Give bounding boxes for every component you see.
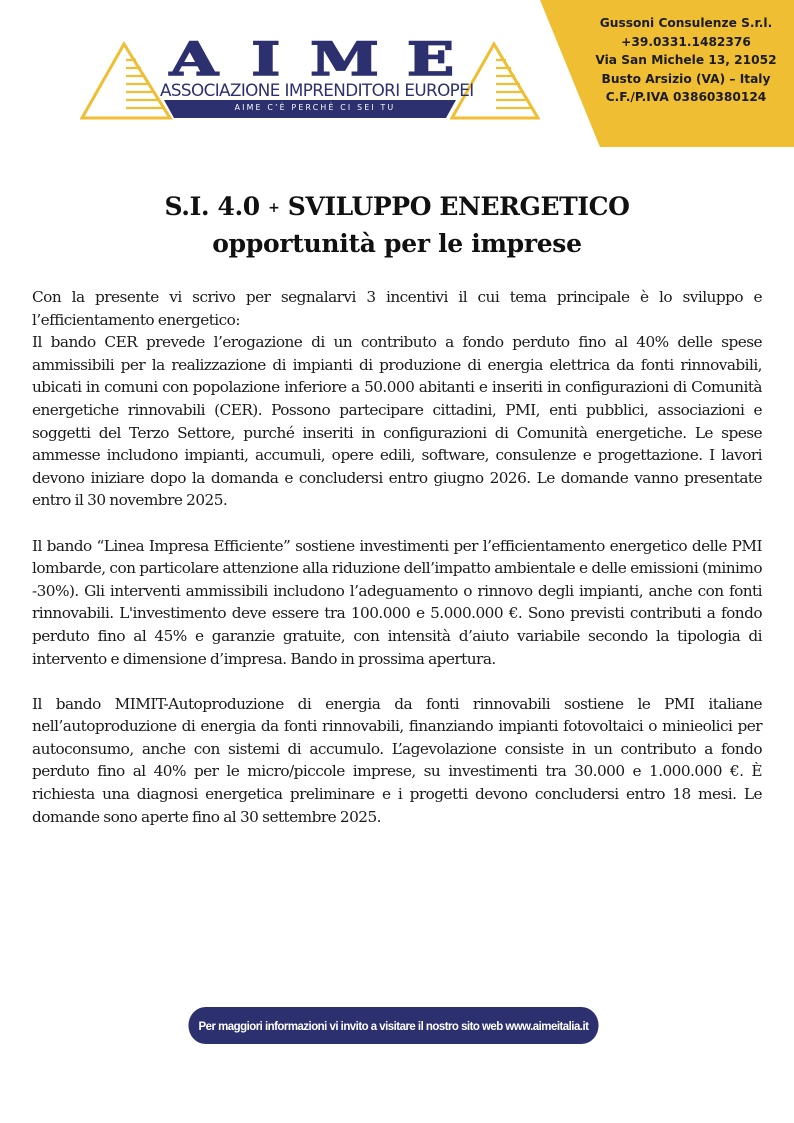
title-line-1 [0, 190, 794, 225]
cer-paragraph: Il bando CER prevede l’erogazione di un contributo a fondo perduto fino al 40% delle spese ammissibili per la realizzazione di impianti di produzione di energia elettrica da fonti rinnovabili, ubicati in comuni con popolazione inferiore a 50.000 abitanti e inseriti in configurazioni di Comunità energetiche rinnovabili (CER). Possono partecipare cittadini, PMI, enti pubblici, associazioni e soggetti del Terzo Settore, purché inseriti in configurazioni di Comunità energetiche. Le spese ammesse includono impianti, accumuli, opere edili, software, consulenze e progettazione. I lavori devono iniziare dopo la domanda e concludersi entro giugno 2026. Le domande vanno presentate entro il 30 novembre 2025. [32, 333, 762, 510]
title-sviluppo: SVILUPPO ENERGETICO [287, 192, 630, 221]
logo-tagline: AIME C’È PERCHÈ CI SEI TU [234, 103, 396, 112]
page-title [0, 190, 794, 262]
logo-letter: I [250, 32, 280, 86]
logo-letter: M [310, 32, 379, 86]
website-cta-banner[interactable]: Per maggiori informazioni vi invito a visitare il nostro sito web www.aimeitalia.it [188, 1007, 598, 1044]
company-name: Gussoni Consulenze S.r.l. [599, 16, 773, 30]
mimit-paragraph: Il bando MIMIT-Autoproduzione di energia da fonti rinnovabili sostiene le PMI italiane nell’autoproduzione di energia da fonti rinnovabili, finanziando impianti fotovoltaici o minieolici per autoconsumo, anche con sistemi di accumulo. L’agevolazione consiste in un contributo a fondo perduto fino al 40% per le micro/piccole imprese, su investimenti tra 30.000 e 1.000.000 €. È richiesta una diagnosi energetica preliminare e i progetti devono concludersi entro 18 mesi. Le domande sono aperte fino al 30 settembre 2025. [32, 694, 762, 826]
aime-logo [80, 32, 540, 122]
logo-letter: E [406, 32, 455, 86]
city-address: Busto Arsizio (VA) – Italy [601, 71, 771, 86]
association-name: ASSOCIAZIONE IMPRENDITORI EUROPEI [160, 80, 474, 100]
street-address: Via San Michele 13, 21052 [595, 53, 777, 68]
paragraph-spacer [32, 670, 762, 693]
logo-letters [169, 32, 455, 86]
linea-impresa-paragraph: Il bando “Linea Impresa Efficiente” sostiene investimenti per l’efficientamento energetico delle PMI lombarde, con particolare attenzione alla riduzione dell’impatto ambientale e delle emissioni (minimo -30%). Gli interventi ammissibili includono l’adeguamento o rinnovo degli impianti, anche con fonti rinnovabili. L'investimento deve essere tra 100.000 e 5.000.000 €. Sono previsti contributi a fondo perduto fino al 45% e garanzie gratuite, con intensità d’aiuto variabile secondo la tipologia di intervento e dimensione d’impresa. Bando in prossima apertura. [32, 536, 762, 668]
phone-number: +39.0331.1482376 [621, 34, 751, 49]
title-plus: + [268, 200, 280, 216]
title-line-2: opportunità per le imprese [212, 229, 582, 258]
logo-letter: A [169, 32, 218, 86]
contact-info [588, 14, 784, 107]
letter-body [32, 286, 762, 828]
paragraph-spacer [32, 512, 762, 535]
vat-number: C.F./P.IVA 03860380124 [605, 90, 767, 105]
left-pyramid-icon [82, 44, 170, 118]
intro-paragraph: Con la presente vi scrivo per segnalarvi 3 incentivi il cui tema principale è lo sviluppo e l’efficientamento energetico: [32, 288, 762, 329]
title-si40: S.I. 4.0 [164, 192, 260, 221]
